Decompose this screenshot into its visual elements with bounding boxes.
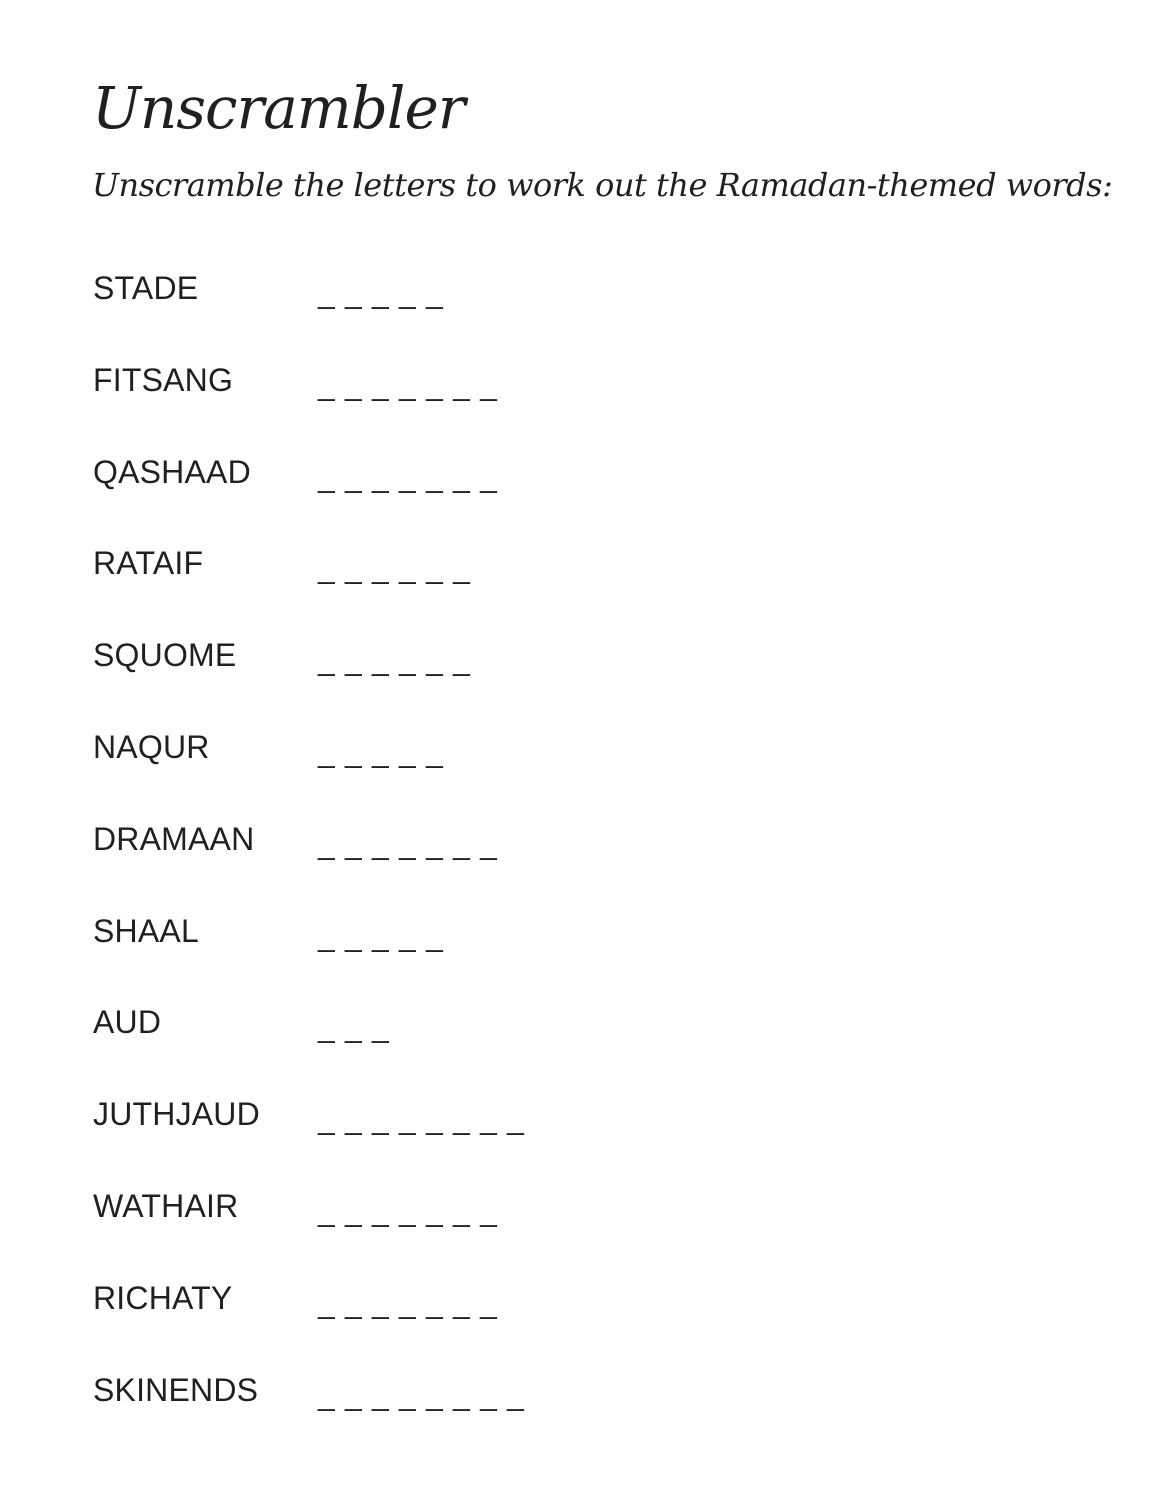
scrambled-word: DRAMAAN: [93, 820, 255, 857]
answer-blanks: _ _ _ _ _ _ _: [318, 827, 498, 861]
scrambled-word: FITSANG: [93, 361, 234, 398]
answer-blanks: _ _ _ _ _: [318, 277, 444, 310]
answer-blanks: _ _ _ _ _ _: [318, 552, 471, 586]
scrambled-word: QASHAAD: [93, 453, 251, 490]
answer-blanks: _ _ _ _ _ _ _ _: [318, 1378, 525, 1412]
scrambled-word: NAQUR: [93, 728, 210, 765]
word-row: [93, 1000, 693, 1092]
answer-blanks: _ _ _ _ _ _ _: [318, 1194, 498, 1228]
word-row: [93, 450, 693, 542]
page-title: Unscrambler: [92, 74, 465, 142]
word-row: [93, 817, 693, 909]
word-list: [93, 266, 693, 1459]
word-row: [93, 541, 693, 633]
answer-blanks: _ _ _ _ _ _: [318, 644, 471, 678]
scrambled-word: SHAAL: [93, 912, 199, 949]
word-row: [93, 266, 693, 358]
word-row: [93, 1092, 693, 1184]
scrambled-word: RICHATY: [93, 1279, 233, 1316]
scrambled-word: WATHAIR: [93, 1187, 239, 1224]
answer-blanks: _ _ _ _ _: [318, 735, 444, 769]
scrambled-word: RATAIF: [93, 545, 204, 582]
answer-blanks: _ _ _: [318, 1011, 390, 1045]
word-row: [93, 1368, 693, 1460]
answer-blanks: _ _ _ _ _ _ _: [318, 460, 498, 494]
scrambled-word: SKINENDS: [93, 1371, 259, 1408]
answer-blanks: _ _ _ _ _ _ _: [318, 368, 498, 402]
word-row: [93, 633, 693, 725]
instructions-text: Unscramble the letters to work out the Ramadan-themed words:: [92, 166, 1113, 204]
scrambled-word: JUTHJAUD: [93, 1096, 260, 1133]
word-row: [93, 1184, 693, 1276]
answer-blanks: _ _ _ _ _ _ _: [318, 1286, 498, 1320]
word-row: [93, 725, 693, 817]
answer-blanks: _ _ _ _ _ _ _ _: [318, 1103, 525, 1137]
scrambled-word: AUD: [93, 1004, 162, 1041]
word-row: [93, 1276, 693, 1368]
word-row: [93, 358, 693, 450]
scrambled-word: SQUOME: [93, 637, 237, 674]
word-row: [93, 909, 693, 1001]
answer-blanks: _ _ _ _ _: [318, 919, 444, 953]
scrambled-word: STADE: [93, 270, 199, 306]
